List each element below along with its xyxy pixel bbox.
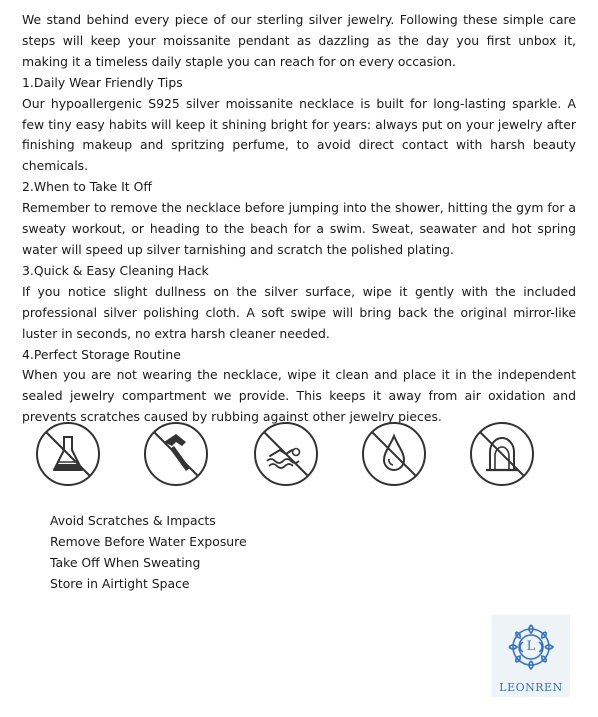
section-heading-cleaning: 3.Quick & Easy Cleaning Hack <box>22 262 209 278</box>
no-swimming-icon <box>252 420 320 488</box>
section-body-cleaning: If you notice slight dullness on the silver surface, wipe it gently with the included professional silver polishing cloth. A soft swipe will bring back the original mirror-like luster in seconds, no extra harsh cleaner needed. <box>22 283 576 341</box>
caption-take-off-sweating: Take Off When Sweating <box>50 554 201 570</box>
section-heading-daily-wear: 1.Daily Wear Friendly Tips <box>22 74 183 90</box>
logo-wordmark: LEONREN <box>499 681 563 694</box>
care-guide <box>22 10 576 428</box>
care-icons-row <box>34 420 554 490</box>
section-heading-storage: 4.Perfect Storage Routine <box>22 346 181 362</box>
no-perfume-icon <box>468 420 536 488</box>
caption-avoid-scratches: Avoid Scratches & Impacts <box>50 513 216 528</box>
section-body-take-off: Remember to remove the necklace before jumping into the shower, hitting the gym for a sweaty workout, or heading to the beach for a swim. Sweat, seawater and hot spring water will speed up silver tarnishing and scratch the polished plating. <box>22 200 576 257</box>
brand-logo <box>492 615 570 697</box>
section-heading-take-off: 2.When to Take It Off <box>22 179 152 195</box>
intro-paragraph: We stand behind every piece of our sterling silver jewelry. Following these simple care steps will keep your moissanite pendant as dazzling as the day you first unbox it, making it a timeless daily staple you can reach for on every occasion. <box>22 12 576 69</box>
logo-monogram: L <box>526 639 536 654</box>
caption-remove-water: Remove Before Water Exposure <box>50 533 247 549</box>
no-chemicals-icon <box>34 420 102 488</box>
no-water-icon <box>360 420 428 488</box>
care-captions <box>50 511 247 595</box>
caption-store-airtight: Store in Airtight Space <box>50 575 190 591</box>
section-body-daily-wear: Our hypoallergenic S925 silver moissanite necklace is built for long-lasting sparkle. A few tiny easy habits will keep it shining bright for years: always put on your jewelry after finishing makeup and spritzing perfume, to avoid direct contact with harsh beauty chemicals. <box>22 95 576 174</box>
section-body-storage: When you are not wearing the necklace, wipe it clean and place it in the independent sealed jewelry compartment we provide. This keeps it away from air oxidation and prevents scratches caused by rubbing against other jewelry pieces. <box>22 367 576 425</box>
no-hammer-icon <box>142 420 210 488</box>
